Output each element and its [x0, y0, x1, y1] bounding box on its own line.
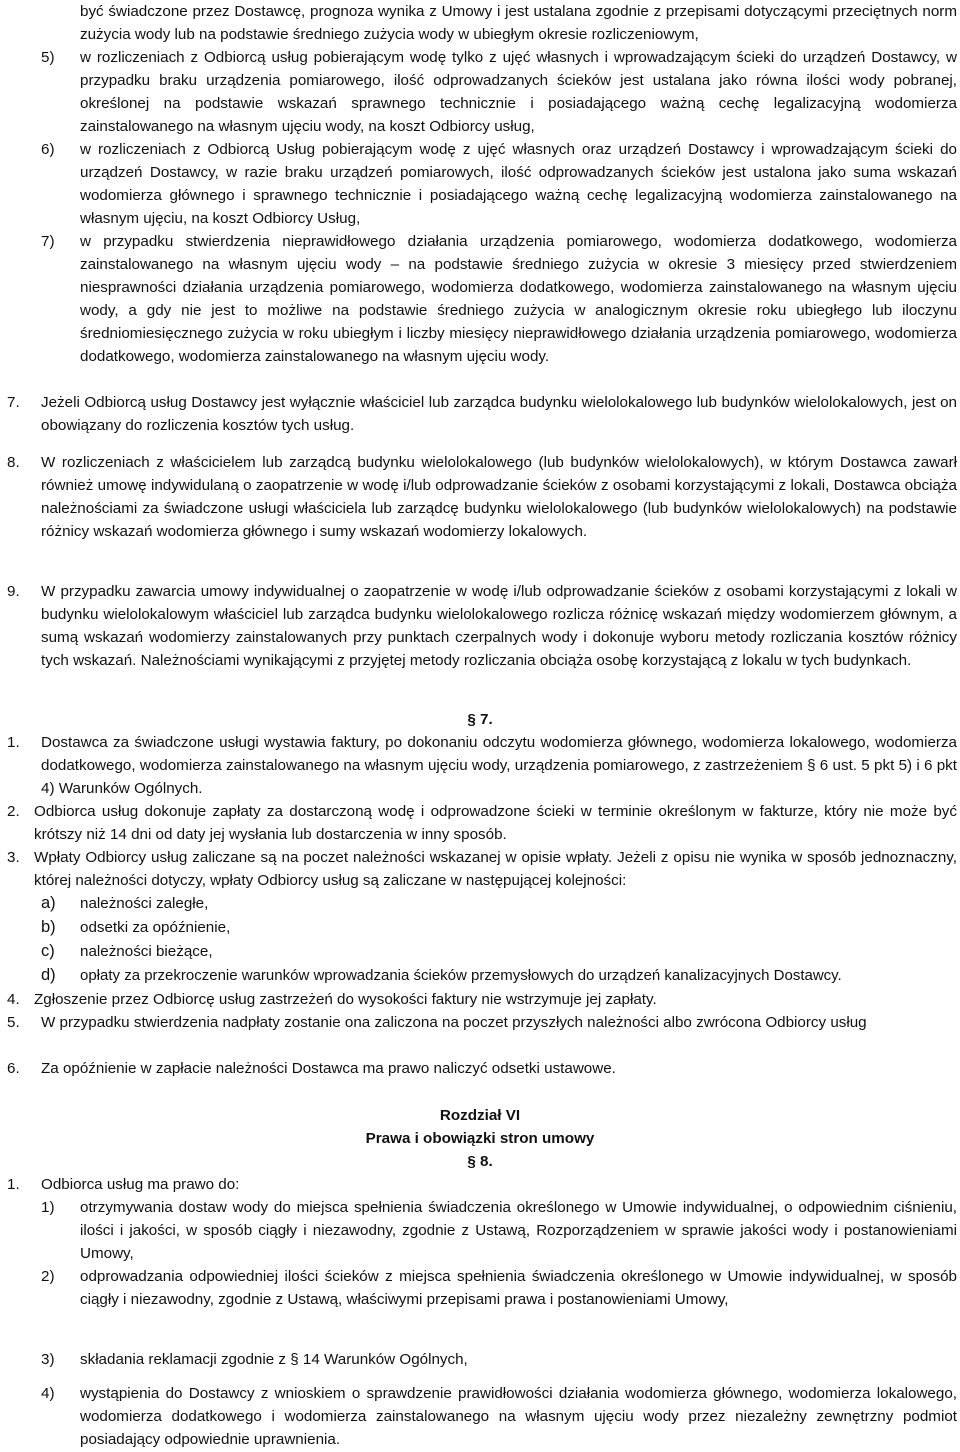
- paragraph-text: Zgłoszenie przez Odbiorcę usług zastrzeżeń do wysokości faktury nie wstrzymuje jej zapłaty.: [34, 991, 657, 1008]
- list-item-text: składania reklamacji zgodnie z § 14 Warunków Ogólnych,: [80, 1351, 468, 1368]
- section-heading: § 8.: [467, 1153, 493, 1170]
- section-heading: § 7.: [467, 711, 493, 728]
- paragraph-number: 5.: [7, 1014, 20, 1031]
- paragraph-text: Wpłaty Odbiorcy usług zaliczane są na poczet należności wskazanej w opisie wpłaty. Jeżeli z opisu nie wynika w sposób jednoznaczny, której należności dotyczy, wpłaty Odbiorcy usług są zaliczane w następującej kolejności:: [34, 849, 957, 889]
- list-item-text: odprowadzania odpowiedniej ilości ścieków z miejsca spełnienia świadczenia określonego w Umowie indywidualnej, w sposób ciągły i niezawodny, zgodnie z Ustawą, właściwymi przepisami prawa i postanowieniami Umowy,: [80, 1268, 957, 1308]
- letter-item-text: opłaty za przekroczenie warunków wprowadzania ścieków przemysłowych do urządzeń kanalizacyjnych Dostawcy.: [80, 967, 842, 984]
- paragraph-number: 8.: [7, 454, 20, 471]
- letter-item-text: należności bieżące,: [80, 943, 213, 960]
- chapter-title: Rozdział VI: [439, 1107, 521, 1124]
- paragraph-text: W rozliczeniach z właścicielem lub zarządcą budynku wielolokalowego (lub budynków wielolokalowych), w którym Dostawca zawarł również umowę indywidulaną o zaopatrzenie w wodę i/lub odprowadzanie ścieków z osobami korzystającymi z lokali, Dostawca obciąża należnościami za świadczone usługi właściciela lub zarządcę budynku wielolokalowego (lub budynków wielolokalowych) na podstawie różnicy wskazań wodomierza głównego i sumy wskazań wodomierzy lokalowych.: [41, 454, 957, 540]
- list-number: 3): [41, 1351, 55, 1368]
- paragraph-text: W przypadku stwierdzenia nadpłaty zostanie ona zaliczona na poczet przyszłych należności albo zwrócona Odbiorcy usług: [41, 1014, 867, 1031]
- chapter-subtitle: Prawa i obowiązki stron umowy: [365, 1130, 595, 1147]
- paragraph-number: 6.: [7, 1060, 20, 1077]
- list-number: 2): [41, 1268, 55, 1285]
- paragraph-number: 2.: [7, 803, 20, 820]
- list-number: 7): [41, 233, 55, 250]
- list-item-continuation: być świadczone przez Dostawcę, prognoza wynika z Umowy i jest ustalana zgodnie z przepisami dotyczącymi przeciętnych norm zużycia wody lub na podstawie średniego zużycia wody w ubiegłym okresie rozliczeniowym,: [80, 3, 957, 43]
- paragraph-number: 3.: [7, 849, 20, 866]
- letter-marker: b): [41, 918, 56, 936]
- paragraph-text: Dostawca za świadczone usługi wystawia faktury, po dokonaniu odczytu wodomierza głównego, wodomierza lokalowego, wodomierza dodatkowego, wodomierza zainstalowanego na własnym ujęciu wody, urządzenia pomiarowego, z zastrzeżeniem § 6 ust. 5 pkt 5) i 6 pkt 4) Warunków Ogólnych.: [41, 734, 957, 797]
- list-item-text: w przypadku stwierdzenia nieprawidłowego działania urządzenia pomiarowego, wodomierza dodatkowego, wodomierza zainstalowanego na własnym ujęciu wody – na podstawie średniego zużycia w okresie 3 miesięcy przed stwierdzeniem niesprawności działania urządzenia pomiarowego, wodomierza dodatkowego, wodomierza zainstalowanego na własnym ujęciu wody, a gdy nie jest to możliwe na podstawie średniego zużycia w analogicznym okresie roku ubiegłego lub iloczynu średniomiesięcznego zużycia w roku ubiegłym i liczby miesięcy nieprawidłowego działania urządzenia pomiarowego, wodomierza dodatkowego, wodomierza zainstalowanego na własnym ujęciu wody.: [80, 233, 957, 365]
- list-number: 6): [41, 141, 55, 158]
- list-number: 1): [41, 1199, 55, 1216]
- paragraph-number: 4.: [7, 991, 20, 1008]
- letter-item-text: odsetki za opóźnienie,: [80, 919, 231, 936]
- letter-item-text: należności zaległe,: [80, 895, 209, 912]
- list-item-text: otrzymywania dostaw wody do miejsca spełnienia świadczenia określonego w Umowie indywidualnej, o odpowiednim ciśnieniu, ilości i jakości, w sposób ciągły i niezawodny, zgodnie z Ustawą, Rozporządzeniem w sprawie jakości wody i postanowieniami Umowy,: [80, 1199, 957, 1262]
- paragraph-text: Za opóźnienie w zapłacie należności Dostawca ma prawo naliczyć odsetki ustawowe.: [41, 1060, 616, 1077]
- paragraph-number: 1.: [7, 734, 20, 751]
- paragraph-text: W przypadku zawarcia umowy indywidualnej o zaopatrzenie w wodę i/lub odprowadzanie ścieków z osobami korzystającymi z lokali w budynku wielolokalowym właściciel lub zarządca budynku wielolokalowego rozlicza różnicę wskazań między wodomierzem głównym, a sumą wskazań wodomierzy zainstalowanych przy punktach czerpalnych wody i dokonuje wyboru metody rozliczania kosztów różnicy tych wskazań. Należnościami wynikającymi z przyjętej metody rozliczania obciąża osobę korzystającą z lokalu w tych budynkach.: [41, 583, 957, 669]
- paragraph-text: Jeżeli Odbiorcą usług Dostawcy jest wyłącznie właściciel lub zarządca budynku wielolokalowego lub budynków wielolokalowych, jest on obowiązany do rozliczenia kosztów tych usług.: [41, 394, 957, 434]
- list-item-text: w rozliczeniach z Odbiorcą usług pobierającym wodę tylko z ujęć własnych i wprowadzającym ścieki do urządzeń Dostawcy, w przypadku braku urządzenia pomiarowego, ilość odprowadzanych ścieków jest ustalana jako równa ilości wody pobranej, określonej na podstawie wskazań sprawnego technicznie i posiadającego ważną cechę legalizacyjną wodomierza zainstalowanego na własnym ujęciu wody, na koszt Odbiorcy usług,: [80, 49, 957, 135]
- list-item-text: w rozliczeniach z Odbiorcą Usług pobierającym wodę z ujęć własnych oraz urządzeń Dostawcy i wprowadzającym ścieki do urządzeń Dostawcy, w razie braku urządzeń pomiarowych, ilość odprowadzanych ścieków jest ustalona jako suma wskazań wodomierza głównego i sprawnego technicznie i posiadającego ważną cechę legalizacyjną wodomierza zainstalowanego na własnym ujęciu, na koszt Odbiorcy Usług,: [80, 141, 957, 227]
- letter-marker: c): [41, 942, 55, 960]
- paragraph-number: 9.: [7, 583, 20, 600]
- list-number: 5): [41, 49, 55, 66]
- letter-marker: d): [41, 966, 56, 984]
- list-item-text: wystąpienia do Dostawcy z wnioskiem o sprawdzenie prawidłowości działania wodomierza głównego, wodomierza lokalowego, wodomierza dodatkowego i wodomierza zainstalowanego na własnym ujęciu wody przez niezależny zewnętrzny podmiot posiadający odpowiednie uprawnienia.: [80, 1385, 957, 1448]
- letter-marker: a): [41, 894, 56, 912]
- paragraph-text: Odbiorca usług dokonuje zapłaty za dostarczoną wodę i odprowadzone ścieki w terminie określonym w fakturze, który nie może być krótszy niż 14 dni od daty jej wysłania lub dostarczenia w inny sposób.: [34, 803, 957, 843]
- list-number: 4): [41, 1385, 55, 1402]
- paragraph-text: Odbiorca usług ma prawo do:: [41, 1176, 240, 1193]
- paragraph-number: 7.: [7, 394, 20, 411]
- paragraph-number: 1.: [7, 1176, 20, 1193]
